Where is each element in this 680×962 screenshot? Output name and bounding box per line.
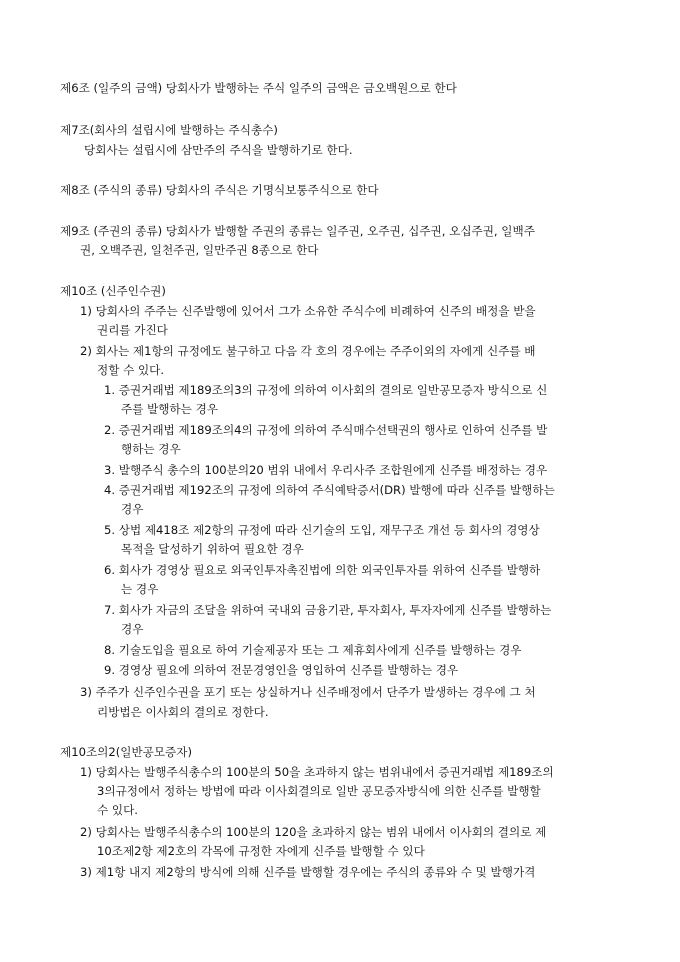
article-10-2-para-2-line-1: 2) 당회사는 발행주식총수의 100분의 120을 초과하지 않는 범위 내에서 이사회의 결의로 제 [80,825,547,839]
article-10-para-3-line-1: 3) 주주가 신주인수권을 포기 또는 상실하거나 신주배정에서 단주가 발생하는 경우에 그 처 [80,685,536,699]
item-6-line-1: 6. 회사가 경영상 필요로 외국인투자촉진법에 의한 외국인투자를 위하여 신주를 발행하 [104,563,541,577]
article-10-para-3-line-2: 리방법은 이사회의 결의로 정한다. [97,705,269,719]
item-3: 3. 발행주식 총수의 100분의20 범위 내에서 우리사주 조합원에게 신주를 배정하는 경우 [104,463,548,477]
article-10-2-para-2-line-2: 10조제2항 제2호의 각목에 규정한 자에게 신주를 발행할 수 있다 [97,844,425,858]
item-2-line-2: 행하는 경우 [121,442,181,456]
item-4-line-1: 4. 증권거래법 제192조의 규정에 의하여 주식예탁증서(DR) 발행에 따라 신주를 발행하는 [104,483,555,497]
article-10-2-heading: 제10조의2(일반공모증자) [60,745,192,759]
item-2-line-1: 2. 증권거래법 제189조의4의 규정에 의하여 주식매수선택권의 행사로 인하여 신주를 발 [104,423,548,437]
article-10-para-2-line-2: 정할 수 있다. [97,363,165,377]
article-6: 제6조 (일주의 금액) 당회사가 발행하는 주식 일주의 금액은 금오백원으로 한다 [60,81,457,95]
item-8: 8. 기술도입을 필요로 하여 기술제공자 또는 그 제휴회사에게 신주를 발행하는 경우 [104,643,522,657]
article-10-para-1-line-1: 1) 당회사의 주주는 신주발행에 있어서 그가 소유한 주식수에 비례하여 신주의 배정을 받을 [80,304,536,318]
article-10-2-para-1-line-3: 수 있다. [97,803,138,817]
item-9: 9. 경영상 필요에 의하여 전문경영인을 영입하여 신주를 발행하는 경우 [104,663,459,677]
article-8: 제8조 (주식의 종류) 당회사의 주식은 기명식보통주식으로 한다 [60,183,379,197]
article-10-2-para-1-line-2: 3의규정에서 정하는 방법에 따라 이사회결의로 일반 공모증자방식에 의한 신주를 발행할 [97,784,541,798]
article-7-body: 당회사는 설립시에 삼만주의 주식을 발행하기로 한다. [84,143,353,157]
item-1-line-1: 1. 증권거래법 제189조의3의 규정에 의하여 이사회의 결의로 일반공모증자 방식으로 신 [104,383,548,397]
item-5-line-2: 목적을 달성하기 위하여 필요한 경우 [121,542,304,556]
article-9-line-1: 제9조 (주권의 종류) 당회사가 발행할 주권의 종류는 일주권, 오주권, 십주권, 오십주권, 일백주 [60,224,535,238]
article-10-2-para-1-line-1: 1) 당회사는 발행주식총수의 100분의 50을 초과하지 않는 범위내에서 증권거래법 제189조의 [80,765,554,779]
article-7-heading: 제7조(회사의 설립시에 발행하는 주식총수) [60,123,278,137]
item-4-line-2: 경우 [121,502,144,516]
article-10-2-para-3-line-1: 3) 제1항 내지 제2항의 방식에 의해 신주를 발행할 경우에는 주식의 종류와 수 및 발행가격 [80,865,536,879]
item-7-line-1: 7. 회사가 자금의 조달을 위하여 국내외 금융기관, 투자회사, 투자자에게 신주를 발행하는 [104,603,552,617]
article-10-para-1-line-2: 권리를 가진다 [97,323,168,337]
item-6-line-2: 는 경우 [121,582,159,596]
article-9-line-2: 권, 오백주권, 일천주권, 일만주권 8종으로 한다 [80,243,319,257]
item-5-line-1: 5. 상법 제418조 제2항의 규정에 따라 신기술의 도입, 재무구조 개선 등 회사의 경영상 [104,523,540,537]
article-10-heading: 제10조 (신주인수권) [60,284,166,298]
item-1-line-2: 주를 발행하는 경우 [121,402,218,416]
item-7-line-2: 경우 [121,622,144,636]
article-10-para-2-line-1: 2) 회사는 제1항의 규정에도 불구하고 다음 각 호의 경우에는 주주이외의 자에게 신주를 배 [80,344,536,358]
